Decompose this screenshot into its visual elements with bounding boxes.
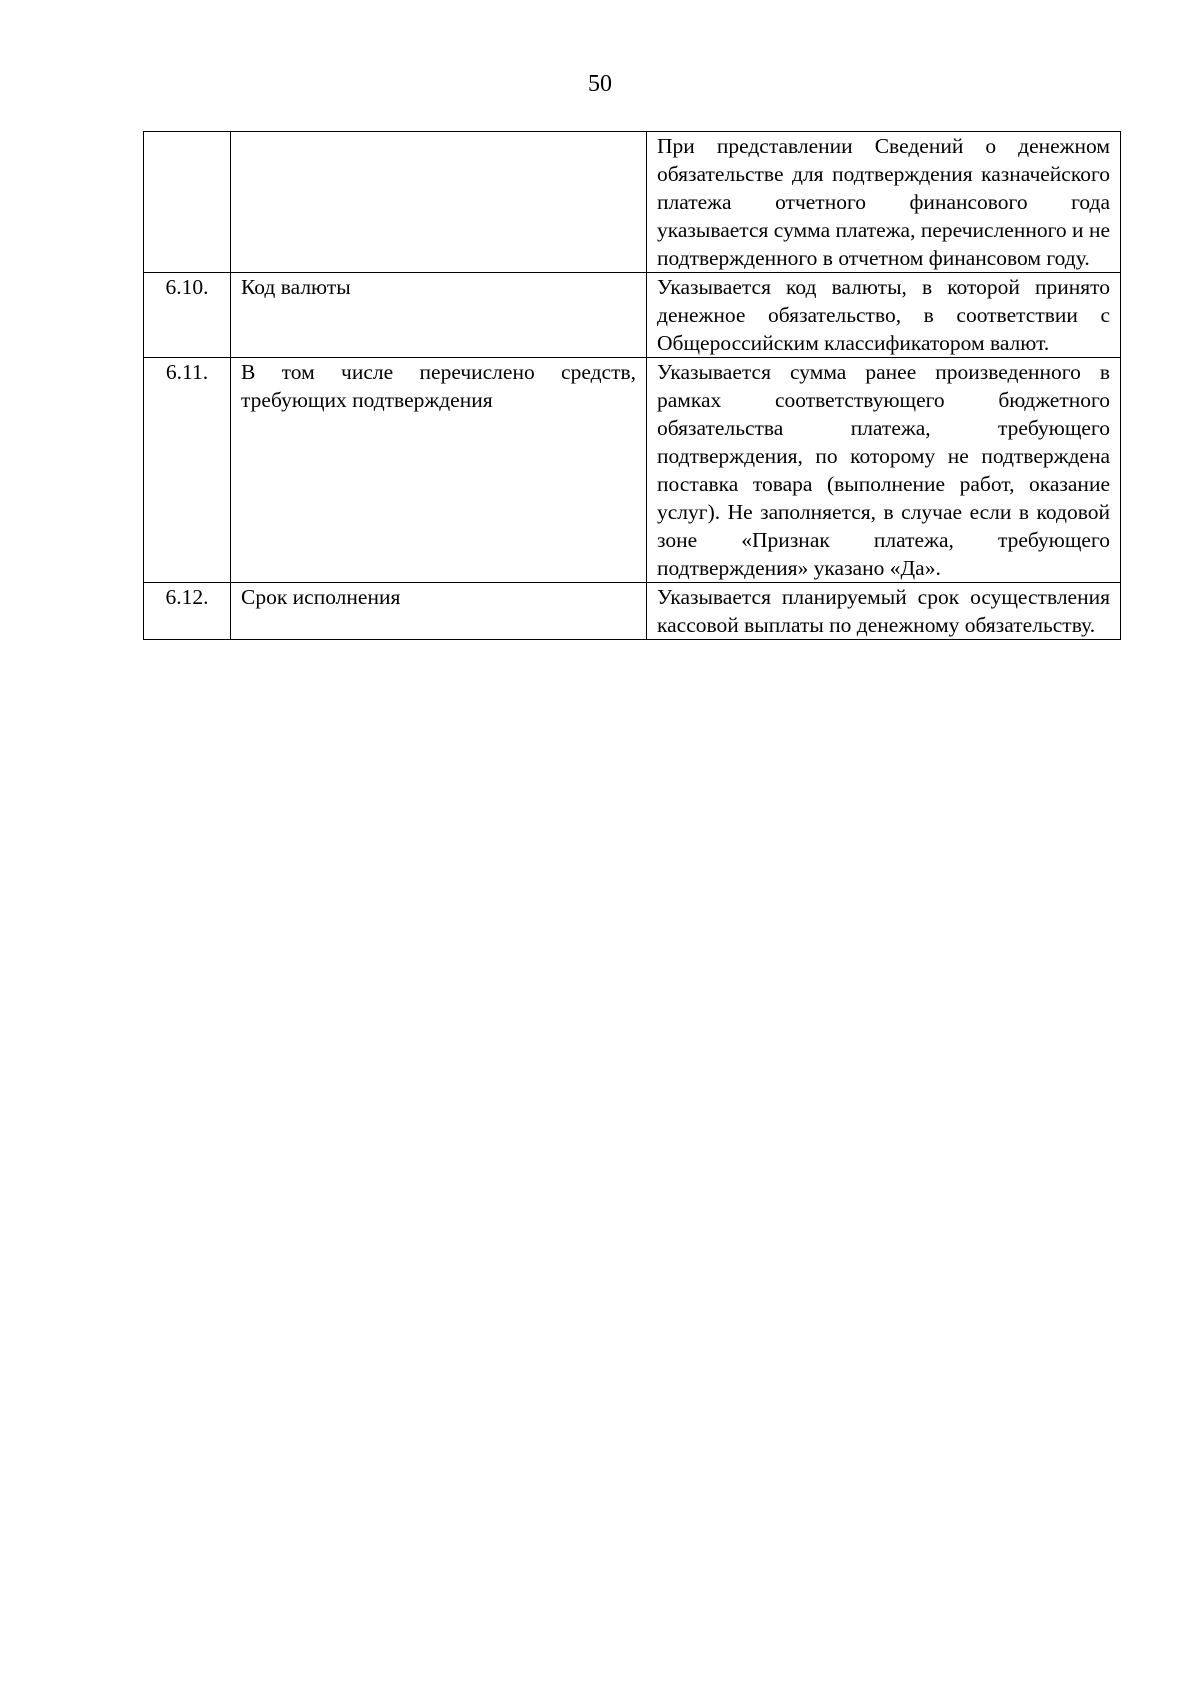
fields-table — [143, 131, 1121, 640]
row-number: 6.10. — [144, 273, 231, 358]
field-name: В том числе перечислено средств, требующих подтверждения — [231, 358, 647, 583]
row-number — [144, 132, 231, 273]
field-name: Срок исполнения — [231, 583, 647, 640]
table-row — [144, 132, 1121, 273]
field-name — [231, 132, 647, 273]
field-description: Указывается планируемый срок осуществления кассовой выплаты по денежному обязательству. — [647, 583, 1121, 640]
row-number: 6.12. — [144, 583, 231, 640]
page-number: 50 — [588, 71, 612, 97]
table-row — [144, 583, 1121, 640]
table-row — [144, 358, 1121, 583]
field-description: Указывается код валюты, в которой принято денежное обязательство, в соответствии с Общероссийским классификатором валют. — [647, 273, 1121, 358]
field-description: Указывается сумма ранее произведенного в рамках соответствующего бюджетного обязательства платежа, требующего подтверждения, по которому не подтверждена поставка товара (выполнение работ, оказание услуг). Не заполняется, в случае если в кодовой зоне «Признак платежа, требующего подтверждения» указано «Да». — [647, 358, 1121, 583]
field-description: При представлении Сведений о денежном обязательстве для подтверждения казначейского платежа отчетного финансового года указывается сумма платежа, перечисленного и не подтвержденного в отчетном финансовом году. — [647, 132, 1121, 273]
row-number: 6.11. — [144, 358, 231, 583]
field-name: Код валюты — [231, 273, 647, 358]
table-row — [144, 273, 1121, 358]
